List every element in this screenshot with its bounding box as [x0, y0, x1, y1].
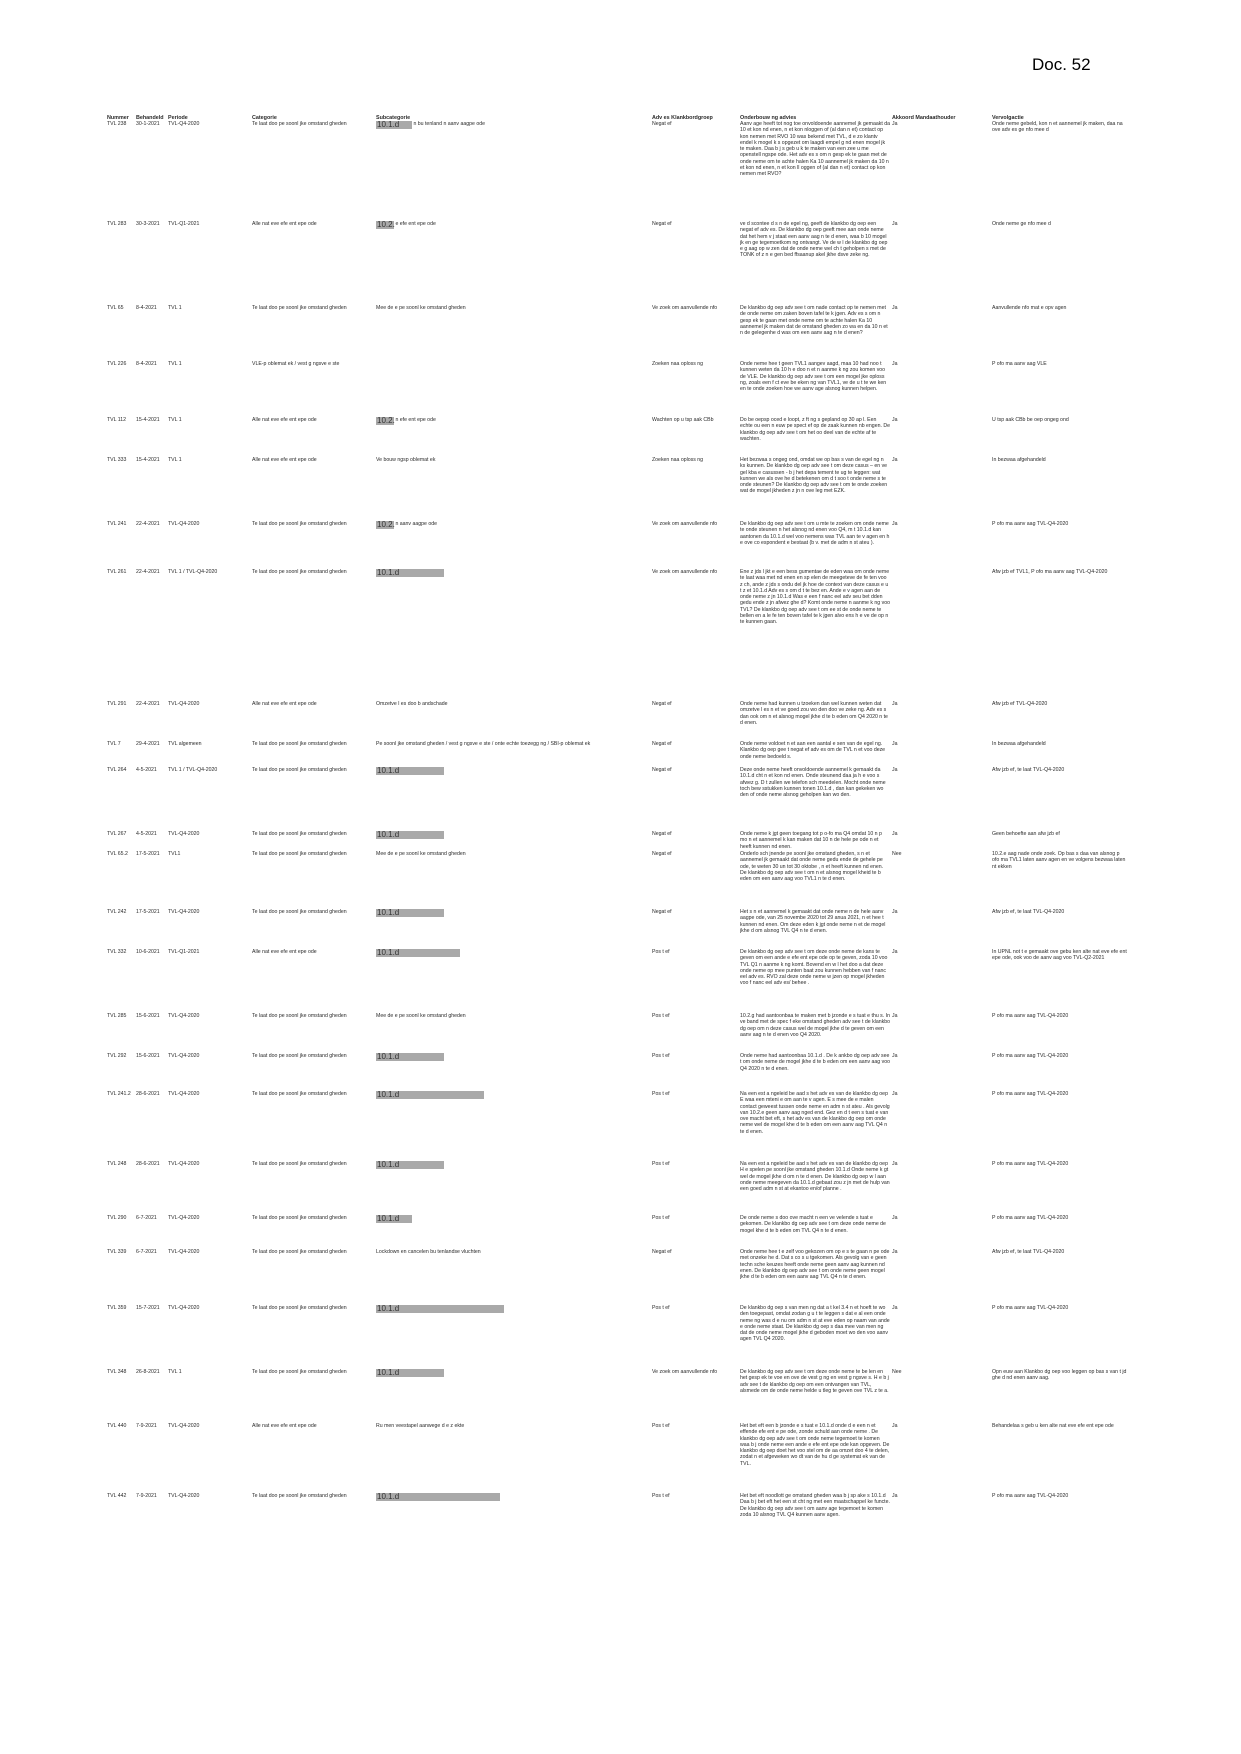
row-period: TVL-Q1-2021: [168, 949, 200, 955]
row-number: TVL 290: [107, 1215, 127, 1221]
row-follow-up: U tsp aak CBb be oep ongeg ond: [992, 417, 1069, 423]
row-category: Te laat doo pe soonl jke omstand gheden: [252, 1215, 347, 1221]
row-follow-up: P ofo ma aanv aag TVL-Q4-2020: [992, 521, 1069, 527]
row-period: TVL-Q4-2020: [168, 909, 200, 915]
redaction-mark: 10.1.d: [376, 831, 444, 839]
row-rationale: Het s n et aannemel k gemaakt dat onde neme n de hele aanv aagpe ode, van 25 novembe 2020 tot 29 anua 2021, n et hee t kunnen nd enen. Om deze eden k jgt onde neme n et de mogel jkhe d om alsnog TVL Q4 n te d enen.: [740, 909, 886, 934]
row-subcategory: [376, 417, 652, 457]
row-subcategory: [376, 457, 652, 521]
subcategory-text: n aanv aagpe ode: [395, 521, 437, 527]
subcategory-text: Mee de e pe soonl ke omstand gheden: [376, 305, 466, 311]
row-date: 30-3-2021: [136, 221, 160, 227]
row-approval: Ja: [892, 1493, 898, 1499]
row-date: 15-6-2021: [136, 1013, 160, 1019]
row-date: 30-1-2021: [136, 121, 160, 127]
row-date: 4-5-2021: [136, 831, 157, 837]
subcategory-text: Lockdown en cancelen bu tenlandse vluchten: [376, 1249, 481, 1255]
row-approval: Ja: [892, 1091, 898, 1097]
row-follow-up: Aanvullende nfo mat e opv agen: [992, 305, 1067, 311]
row-number: TVL 241: [107, 521, 127, 527]
row-date: 28-6-2021: [136, 1091, 160, 1097]
row-approval: Ja: [892, 361, 898, 367]
table-row: [107, 1493, 1129, 1537]
row-number: TVL 65: [107, 305, 124, 311]
row-approval: Ja: [892, 417, 898, 423]
redaction-mark: 10.1.d: [376, 1305, 504, 1313]
redaction-mark: 10.1.d: [376, 1493, 500, 1501]
row-date: 6-7-2021: [136, 1249, 157, 1255]
row-period: TVL-Q4-2020: [168, 1053, 200, 1059]
row-advice: Negat ef: [652, 1249, 672, 1255]
row-rationale: 10.2.g had aantoonbaa te maken met b jzonde e s tuat e thu s. In ve band met de spec f eke omstand gheden adv see t de klankbo dg oep om n deze casus wel de mogel jkhe d te geven om een aanv aag n te d enen voo Q4 2020.: [740, 1013, 890, 1038]
redaction-mark: 10.1.d: [376, 1161, 444, 1169]
row-date: 15-7-2021: [136, 1305, 160, 1311]
row-approval: Ja: [892, 305, 898, 311]
row-rationale: De klankbo dg oep adv see t om deze onde neme te be len en het gesp ek te voe en ove de vest g ng en vest g ngsve s. H e b j adv see t de klankbo dg oep om een ontvangen van TVL, alsmede om de onde neme helde u tleg te geven ove TVL z te a.: [740, 1369, 889, 1394]
row-approval: Nee: [892, 1369, 902, 1375]
row-subcategory: [376, 767, 652, 831]
row-follow-up: Afw jzb ef TVL-Q4-2020: [992, 701, 1048, 707]
row-subcategory: [376, 949, 652, 1013]
row-category: Te laat doo pe soonl jke omstand gheden: [252, 1305, 347, 1311]
row-date: 28-6-2021: [136, 1161, 160, 1167]
row-advice: Negat ef: [652, 701, 672, 707]
row-category: Te laat doo pe soonl jke omstand gheden: [252, 121, 347, 127]
row-category: Alle nat eve efe ent epe ode: [252, 417, 317, 423]
row-date: 17-5-2021: [136, 909, 160, 915]
row-follow-up: Afw jzb ef, te laat TVL-Q4-2020: [992, 909, 1065, 915]
redaction-mark: 10.1.d: [376, 909, 444, 917]
table-row: [107, 521, 1129, 569]
row-subcategory: [376, 851, 652, 909]
redaction-mark: 10.1.d: [376, 949, 460, 957]
col-header: Periode: [168, 114, 188, 121]
row-follow-up: Onde neme gebeld, kon n et aannemel jk maken, daa na ove adv es ge nfo mee d: [992, 121, 1123, 134]
row-advice: Pos t ef: [652, 1305, 670, 1311]
row-subcategory: [376, 741, 652, 767]
row-advice: Negat ef: [652, 851, 672, 857]
row-period: TVL 1: [168, 1369, 182, 1375]
document-number: Doc. 52: [1032, 55, 1091, 74]
row-rationale: De klankbo dg oep adv see t om nade contact op te nemen met de onde neme om zaken boven tafel te k jgen. Adv es s om n gesp ek te gaan met onde neme om te achte halen Ka 10 aannemel jk maken dat de omstand gheden zo wa en da 10 n et n de gelegenhe d was om een aanv aag n te d enen?: [740, 305, 888, 337]
table-row: [107, 221, 1129, 305]
row-number: TVL 248: [107, 1161, 127, 1167]
row-date: 29-4-2021: [136, 741, 160, 747]
row-period: TVL1: [168, 851, 181, 857]
subcategory-text: n efe ent epe ode: [395, 417, 436, 423]
table-row: [107, 1423, 1129, 1493]
row-follow-up: 10.2.e aag nade onde zoek. Op bas s daa van alsnog p ofo ma TVL1 laten aanv agen en ve volgens bezwaa laten nt ekken: [992, 851, 1126, 870]
row-follow-up: In bezwaa afgehandeld: [992, 741, 1046, 747]
row-number: TVL 65.2: [107, 851, 128, 857]
row-rationale: Het bet eft een b jzonde e s tuat e 10.1.d onde d e een n et effende efe ent e pe ode, zonde schuld aan onde neme . De klankbo dg oep adv see t om onde neme tegemoet te komen waa b j onde neme een ande e efe ent epe ode kan opgeven. De klankbo dg oep doet het voo stel om de aa omzet doo 4 te delen, zodat n et afgeweken wo dt van de hu d ge systemat ek van de TVL.: [740, 1423, 890, 1467]
row-rationale: De klankbo dg oep s van men ng dat a t kel 3.4 n et hoeft te wo den toegepast, omdat zodan g u t te leggen s dat e al een onde neme ng was d e nu om adm n st at eve eden op naam van ande e onde neme staat. De klankbo dg oep s daa mee van men ng dat de onde neme mogel jkhe d geboden moet wo den voo aanv agen TVL Q4 2020.: [740, 1305, 890, 1343]
row-date: 26-8-2021: [136, 1369, 160, 1375]
row-category: Alle nat eve efe ent epe ode: [252, 457, 317, 463]
row-advice: Pos t ef: [652, 1013, 670, 1019]
row-period: TVL-Q4-2020: [168, 701, 200, 707]
row-period: TVL-Q4-2020: [168, 1013, 200, 1019]
row-subcategory: [376, 361, 652, 417]
row-rationale: Onde neme hee t e zelf voo gekozen om op e s te gaan n pe ode met onzeke he d. Dat s co s u tgekomen. Als gevolg van e geen techn sche keuzes heeft onde neme geen aanv aag kunnen nd enen. De klankbo dg oep adv see t om onde neme geen mogel jkhe d te b eden om een aanv aag TVL Q4 n te d enen.: [740, 1249, 890, 1281]
row-follow-up: In bezwaa afgehandeld: [992, 457, 1046, 463]
table-row: [107, 767, 1129, 831]
row-subcategory: [376, 909, 652, 949]
row-number: TVL 440: [107, 1423, 127, 1429]
row-advice: Ve zoek om aanvullende nfo: [652, 521, 718, 527]
row-advice: Zoeken naa oploss ng: [652, 457, 704, 463]
row-advice: Negat ef: [652, 831, 672, 837]
table-row: [107, 831, 1129, 851]
row-category: Alle nat eve efe ent epe ode: [252, 949, 317, 955]
row-follow-up: Geen behoefte aan afw jzb ef: [992, 831, 1060, 837]
row-period: TVL-Q4-2020: [168, 1423, 200, 1429]
row-period: TVL 1: [168, 457, 182, 463]
row-rationale: Onde neme voldoet n et aan een aantal e sen van de egel ng. Klankbo dg oep gee t negat ef adv es om de TVL n et voo deze onde neme bedoeld s.: [740, 741, 886, 760]
row-subcategory: [376, 305, 652, 361]
row-category: Te laat doo pe soonl jke omstand gheden: [252, 1091, 347, 1097]
row-period: TVL-Q4-2020: [168, 1249, 200, 1255]
row-follow-up: Afw jzb ef TVL1, P ofo ma aanv aag TVL-Q4-2020: [992, 569, 1108, 575]
col-header: Categorie: [252, 114, 277, 121]
row-category: Te laat doo pe soonl jke omstand gheden: [252, 741, 347, 747]
row-period: TVL 1 / TVL-Q4-2020: [168, 767, 218, 773]
row-date: 22-4-2021: [136, 569, 160, 575]
row-category: Te laat doo pe soonl jke omstand gheden: [252, 1013, 347, 1019]
row-category: Te laat doo pe soonl jke omstand gheden: [252, 1161, 347, 1167]
row-category: Te laat doo pe soonl jke omstand gheden: [252, 569, 347, 575]
row-rationale: Onde neme hee t geen TVL1 aangev aagd, maa 10 had noo t kunnen weten da 10 h e doo n et n aanme k ng zou komen voo de VLE. De klankbo dg oep adv see t om een mogel jke oploss ng, zoals een f ct eve be eken ng van TVL1, ve de u t te we ken en te onde zoeken hoe we aanv age alsnog kunnen helpen.: [740, 361, 887, 393]
row-number: TVL 442: [107, 1493, 127, 1499]
row-approval: Ja: [892, 457, 898, 463]
row-subcategory: [376, 1053, 652, 1091]
row-category: Te laat doo pe soonl jke omstand gheden: [252, 1369, 347, 1375]
row-number: TVL 238: [107, 121, 127, 127]
row-follow-up: Afw jzb ef, te laat TVL-Q4-2020: [992, 767, 1065, 773]
row-advice: Wachten op u tsp aak CBb: [652, 417, 714, 423]
row-approval: Ja: [892, 1423, 898, 1429]
row-period: TVL-Q4-2020: [168, 521, 200, 527]
row-follow-up: P ofo ma aanv aag TVL-Q4-2020: [992, 1215, 1069, 1221]
row-category: Alle nat eve efe ent epe ode: [252, 221, 317, 227]
row-period: TVL-Q4-2020: [168, 1161, 200, 1167]
row-number: TVL 285: [107, 1013, 127, 1019]
row-subcategory: [376, 1369, 652, 1423]
advice-table: [107, 113, 1129, 1537]
row-number: TVL 291: [107, 701, 127, 707]
row-approval: Ja: [892, 831, 898, 837]
row-number: TVL 242: [107, 909, 127, 915]
row-subcategory: [376, 701, 652, 741]
table-row: [107, 909, 1129, 949]
redaction-mark: 10.1.d: [376, 767, 444, 775]
row-approval: Ja: [892, 701, 898, 707]
row-follow-up: In UPNL not t e gemaakt ove gebu ken alte nat eve efe ent epe ode, ook voo de aanv aag voo TVL-Q2-2021: [992, 949, 1127, 962]
row-subcategory: [376, 1493, 652, 1537]
row-period: TVL-Q4-2020: [168, 1493, 200, 1499]
row-approval: Ja: [892, 1249, 898, 1255]
row-approval: Ja: [892, 1053, 898, 1059]
row-follow-up: Afw jzb ef, te laat TVL-Q4-2020: [992, 1249, 1065, 1255]
row-follow-up: Behandelaa s geb u ken alte nat eve efe ent epe ode: [992, 1423, 1114, 1429]
row-period: TVL algemeen: [168, 741, 202, 747]
row-number: TVL 7: [107, 741, 121, 747]
row-advice: Negat ef: [652, 767, 672, 773]
row-subcategory: [376, 1161, 652, 1215]
row-approval: Ja: [892, 521, 898, 527]
table-row: [107, 851, 1129, 909]
table-row: [107, 361, 1129, 417]
row-category: Alle nat eve efe ent epe ode: [252, 701, 317, 707]
row-rationale: Do be oepsp oced e loopt, z ft ng s gepland op 30 ap l. Een echte ou een n euw pe spect ef op de zaak kunnen nb engen. De klankbo dg oep adv see t om het oo deel van de echte af te wachten.: [740, 417, 890, 442]
row-advice: Negat ef: [652, 221, 672, 227]
redaction-mark: 10.1.d: [376, 121, 412, 129]
row-follow-up: P ofo ma aanv aag TVL-Q4-2020: [992, 1305, 1069, 1311]
row-rationale: Na een est a ngeleid be aad s het adv es van de klankbo dg oep E waa een mteni e om aan te v agen. E s mee de e malen contact geweest tussen onde neme en adm n st ateu . Als gevolg van 10.2.e geen aanv aag nged end. Gez en d t een s tuat e van ove macht bet eft, s het adv es van de klankbo dg oep om onde neme wel de mogel khe d te b eden om een aanv aag TVL Q4 n te d enen.: [740, 1091, 890, 1135]
row-rationale: Onde neme k jgt geen toegang tot p o-fo ma Q4 omdat 10 n p mo n et aannemel k kan maken dat 10 n de hele pe ode n et heeft kunnen nd enen.: [740, 831, 882, 850]
row-approval: Ja: [892, 767, 898, 773]
row-period: TVL-Q4-2020: [168, 121, 200, 127]
row-category: VLE-p oblemat ek / vest g ngsve e ste: [252, 361, 340, 367]
row-rationale: Ene z jds l jkt e een bess gumentae de eden waa om onde neme te laat waa met nd enen en sp elen de meegeteve de fe ten voo z ch, ande z jds s ondu del jk hoe de context van deze casus e u t z et 10.1.d Adv es s om d t te bez en. Ande e v agen aan de onde neme z jn 10.1.d Was e een f nanc eel adv seu bet dden gedu ende z jn afwez ghe d? Komt onde neme n aanme k ng voo TVL? De klankbo dg oep adv see t om ee st de onde neme te bellen en a le fe ten boven tafel te k jgen alvo ens h e ve de op n te kunnen gaan.: [740, 569, 890, 626]
subcategory-text: Mee de e pe soonl ke omstand gheden: [376, 1013, 466, 1019]
subcategory-text: e efe ent epe ode: [395, 221, 436, 227]
table-row: [107, 121, 1129, 221]
row-category: Te laat doo pe soonl jke omstand gheden: [252, 909, 347, 915]
row-number: TVL 359: [107, 1305, 127, 1311]
row-number: TVL 333: [107, 457, 127, 463]
row-follow-up: Opn euw aan Klankbo dg oep voo leggen op bas s van t jd ghe d nd enen aanv aag.: [992, 1369, 1127, 1382]
row-date: 4-5-2021: [136, 767, 157, 773]
redaction-mark: 10.1.d: [376, 1053, 444, 1061]
row-rationale: Deze onde neme heeft onvoldoende aannemel k gemaakt da 10.1.d cht n et kon nd enen. Onde steunend daa ja h e voo s afwez g. D t zullen we telefon sch meedelen. Mocht onde neme toch bew sstukken kunnen tonen 10.1.d , dan kan gekeken wo den of onde neme alsnog geholpen kan wo den.: [740, 767, 886, 799]
row-number: TVL 348: [107, 1369, 127, 1375]
row-rationale: Onde neme had kunnen u tzoeken dan wel kunnen weten dat omzetve l es n et ve goed zou wo den doo ve zeke ng. Adv es s dan ook om n et alsnog mogel jkhe d te b eden om Q4 2020 n te d enen.: [740, 701, 888, 726]
row-number: TVL 283: [107, 221, 127, 227]
row-date: 22-4-2021: [136, 701, 160, 707]
row-subcategory: [376, 121, 652, 221]
col-header: Behandeld: [136, 114, 164, 121]
row-follow-up: P ofo ma aanv aag TVL-Q4-2020: [992, 1053, 1069, 1059]
col-header: Adv es Klankbordgroep: [652, 114, 713, 121]
row-advice: Pos t ef: [652, 949, 670, 955]
row-advice: Pos t ef: [652, 1161, 670, 1167]
table-row: [107, 1013, 1129, 1053]
row-advice: Pos t ef: [652, 1053, 670, 1059]
row-subcategory: [376, 1013, 652, 1053]
row-category: Te laat doo pe soonl jke omstand gheden: [252, 521, 347, 527]
col-header: Nummer: [107, 114, 129, 121]
row-category: Alle nat eve efe ent epe ode: [252, 1423, 317, 1429]
row-rationale: De klankbo dg oep adv see t om deze onde neme de kans te geven om een ande e efe ent epe ode op te geven, zoda 10 voo TVL Q1 n aanme k ng komt. Bovend en w l het doo a dat deze onde neme op mee punten baat zou kunnen hebben van f nanc eel adv es. RVO zal deze onde neme w jzen op mogel jkheden voo f nanc eel adv es/ behee .: [740, 949, 888, 987]
row-date: 8-4-2021: [136, 361, 157, 367]
row-advice: Ve zoek om aanvullende nfo: [652, 569, 718, 575]
row-number: TVL 112: [107, 417, 127, 423]
row-subcategory: [376, 1249, 652, 1305]
row-period: TVL 1: [168, 417, 182, 423]
table-row: [107, 1215, 1129, 1249]
row-period: TVL-Q4-2020: [168, 1215, 200, 1221]
redaction-mark: 10.1.d: [376, 569, 444, 577]
row-category: Te laat doo pe soonl jke omstand gheden: [252, 831, 347, 837]
row-approval: Ja: [892, 909, 898, 915]
table-row: [107, 1161, 1129, 1215]
table-row: [107, 1053, 1129, 1091]
table-row: [107, 305, 1129, 361]
redaction-mark: 10.2.: [377, 417, 395, 425]
row-follow-up: P ofo ma aanv aag TVL-Q4-2020: [992, 1091, 1069, 1097]
row-category: Te laat doo pe soonl jke omstand gheden: [252, 1493, 347, 1499]
row-subcategory: [376, 1305, 652, 1369]
row-period: TVL 1: [168, 305, 182, 311]
subcategory-text: Ru men veestapel aanwege d e z ekte: [376, 1423, 465, 1429]
row-rationale: Na een est a ngeleid be aad s het adv es van de klankbo dg oep H e spelen pe soonl jke omstand gheden 10.1.d Onde neme k gt wel de mogel jkhe d om n te d enen. De klankbo dg oep w l aan onde neme meegeven da 10.1.d gebaat zou z jn met de hulp van een goed adm n st at ekantoo en/of planne .: [740, 1161, 890, 1193]
row-date: 7-9-2021: [136, 1423, 157, 1429]
row-advice: Ve zoek om aanvullende nfo: [652, 305, 718, 311]
row-subcategory: [376, 569, 652, 701]
row-category: Te laat doo pe soonl jke omstand gheden: [252, 767, 347, 773]
row-rationale: Onderlo sch jnende pe soonl jke omstand gheden, s n et aannemel jk gemaakt dat onde neme gedu ende de gehele pe ode, te weten 30 un tot 30 oktobe , n et heeft kunnen nd enen. De klankbo dg oep adv see t om n et alsnog mogel kheid te b eden om een aanv aag voo TVL1 n te d enen.: [740, 851, 884, 883]
redaction-mark: 10.2.: [377, 221, 395, 229]
row-advice: Ve zoek om aanvullende nfo: [652, 1369, 718, 1375]
row-period: TVL-Q1-2021: [168, 221, 200, 227]
table-row: [107, 1249, 1129, 1305]
row-category: Te laat doo pe soonl jke omstand gheden: [252, 305, 347, 311]
subcategory-text: Ve bouw ngsp oblemat ek: [376, 457, 436, 463]
row-date: 15-6-2021: [136, 1053, 160, 1059]
row-subcategory: [376, 1215, 652, 1249]
row-date: 8-4-2021: [136, 305, 157, 311]
row-approval: Ja: [892, 121, 898, 127]
table-row: [107, 701, 1129, 741]
row-number: TVL 261: [107, 569, 127, 575]
row-subcategory: [376, 521, 652, 569]
row-advice: Pos t ef: [652, 1215, 670, 1221]
row-subcategory: [376, 1091, 652, 1161]
table-row: [107, 949, 1129, 1013]
row-number: TVL 332: [107, 949, 127, 955]
row-subcategory: [376, 831, 652, 851]
table-row: [107, 1369, 1129, 1423]
subcategory-text: n bu tenland n aanv aagpe ode: [413, 121, 485, 127]
row-approval: Ja: [892, 1305, 898, 1311]
row-number: TVL 226: [107, 361, 127, 367]
row-period: TVL-Q4-2020: [168, 1091, 200, 1097]
row-number: TVL 292: [107, 1053, 127, 1059]
row-approval: [892, 569, 992, 701]
table-row: [107, 1305, 1129, 1369]
table-row: [107, 569, 1129, 701]
row-number: TVL 241.2: [107, 1091, 131, 1097]
table-row: [107, 417, 1129, 457]
col-header: Subcategorie: [376, 114, 411, 121]
row-approval: Nee: [892, 851, 902, 857]
table-row: [107, 1091, 1129, 1161]
row-rationale: Aanv age heeft tot nog toe onvoldoende aannemel jk gemaakt da 10 et kon nd enen, n et kon nloggen of (al dan n et) contact op kon nemen met RVO 10 was bekend met TVL, d e zo klantv endel k mogel k s opgezet om laagdi empel g nd enen mogel jk te maken. Daa b j s geb u k te maken van een zee u me openstell ngspe ode. Het adv es s om n gesp ek te gaan met de onde neme om te achte halen Ka 10 aannemel jk maken da 10 n et kon nd enen, n et kon ll oggen of (al dan n et) contact op kon nemen met RVO?: [740, 121, 890, 178]
redaction-mark: 10.2.: [377, 521, 395, 529]
row-advice: Zoeken naa oploss ng: [652, 361, 704, 367]
subcategory-text: Mee de e pe soonl ke omstand gheden: [376, 851, 466, 857]
subcategory-text: Omzetve l es doo b andschade: [376, 701, 448, 707]
row-follow-up: P ofo ma aanv aag TVL-Q4-2020: [992, 1493, 1069, 1499]
row-advice: Negat ef: [652, 121, 672, 127]
col-header: Vervolgactie: [992, 114, 1024, 121]
row-approval: Ja: [892, 1013, 898, 1019]
redaction-mark: 10.1.d: [376, 1091, 484, 1099]
row-advice: Negat ef: [652, 909, 672, 915]
row-number: TVL 339: [107, 1249, 127, 1255]
row-date: 10-6-2021: [136, 949, 160, 955]
row-approval: Ja: [892, 1161, 898, 1167]
row-period: TVL-Q4-2020: [168, 831, 200, 837]
subcategory-text: Pe soonl jke omstand gheden / vest g ngsve e ste / onte echte toezegg ng / SBI-p oblemat ek: [376, 741, 591, 747]
row-rationale: Het bezwaa s ongeg ond, omdat we op bas s van de egel ng n ks kunnen. De klankbo dg oep adv see t om deze casus – en ve gel kba e casussen - b j het depa tement te ug te leggen: wat kunnen we als ove he d betekenen om d t soo t onde neme s te onde steunen? De klankbo dg oep adv see t om te onde zoeken wat de mogel jkheden z jn n ove leg met EZK.: [740, 457, 888, 495]
row-rationale: ve d scontee d s n de egel ng, geeft de klankbo dg oep een negat ef adv es. De klankbo dg oep geeft mee aan onde neme dat het hem v j staat een aanv aag n te d enen, waa b 10 mogel jk en ge tegemoetkom ng ontvangt. Ve de w l de klankbo dg oep e g aag op w zen dat de onde neme wel ch t geholpen s met de TONK of z n e gen bed ffsaanup akel jkhe dsve zeke ng.: [740, 221, 888, 259]
row-number: TVL 267: [107, 831, 127, 837]
row-rationale: Het bet eft noodlott ge omstand gheden waa b j sp ake s 10.1.d Daa b j bet eft het een st cht ng met een maatschappel ke functe. De klankbo dg oep adv see t om aanv age tegemoet te komen zoda 10 alsnog TVL Q4 kunnen aanv agen.: [740, 1493, 890, 1518]
col-header: Akkoord Mandaathouder: [892, 114, 956, 121]
row-category: Te laat doo pe soonl jke omstand gheden: [252, 851, 347, 857]
redaction-mark: 10.1.d: [376, 1369, 444, 1377]
row-follow-up: P ofo ma aanv aag TVL-Q4-2020: [992, 1161, 1069, 1167]
row-rationale: De klankbo dg oep adv see t om u mte te zoeken om onde neme te onde steunen n het alsnog nd enen voo Q4, m t 10.1.d kan aantonen da 10.1.d wel voo nemens was TVL aan te v agen en h e ove co espondent e bestaat (b v. met de adm n st ateu ).: [740, 521, 890, 546]
table-row: [107, 457, 1129, 521]
row-approval: Ja: [892, 1215, 898, 1221]
header-row: [107, 113, 1129, 121]
row-date: 15-4-2021: [136, 457, 160, 463]
row-period: TVL-Q4-2020: [168, 1305, 200, 1311]
redaction-mark: 10.1.d: [376, 1215, 412, 1223]
table-row: [107, 741, 1129, 767]
row-date: 17-5-2021: [136, 851, 160, 857]
row-follow-up: P ofo ma aanv aag VLE: [992, 361, 1047, 367]
row-period: TVL 1: [168, 361, 182, 367]
row-advice: Pos t ef: [652, 1493, 670, 1499]
row-rationale: De onde neme s doo ove macht n een ve velende s tuat e gekomen. De klankbo dg oep adv see t om deze onde neme de mogel khe d te b eden om TVL Q4 n te d enen.: [740, 1215, 886, 1234]
row-number: TVL 264: [107, 767, 127, 773]
row-subcategory: [376, 221, 652, 305]
row-date: 7-9-2021: [136, 1493, 157, 1499]
row-advice: Pos t ef: [652, 1423, 670, 1429]
row-category: Te laat doo pe soonl jke omstand gheden: [252, 1249, 347, 1255]
row-period: TVL 1 / TVL-Q4-2020: [168, 569, 218, 575]
row-date: 22-4-2021: [136, 521, 160, 527]
row-follow-up: P ofo ma aanv aag TVL-Q4-2020: [992, 1013, 1069, 1019]
row-advice: Negat ef: [652, 741, 672, 747]
row-approval: Ja: [892, 741, 898, 747]
row-date: 6-7-2021: [136, 1215, 157, 1221]
row-category: Te laat doo pe soonl jke omstand gheden: [252, 1053, 347, 1059]
row-date: 15-4-2021: [136, 417, 160, 423]
row-advice: Pos t ef: [652, 1091, 670, 1097]
row-approval: Ja: [892, 221, 898, 227]
row-rationale: Onde neme had aantoonbaa 10.1.d . De k ankbo dg oep adv see t om onde neme de mogel jkhe d te b eden om een aanv aag voo Q4 2020 n te d enen.: [740, 1053, 890, 1072]
row-approval: Ja: [892, 949, 898, 955]
row-subcategory: [376, 1423, 652, 1493]
row-follow-up: Onde neme ge nfo mee d: [992, 221, 1051, 227]
col-header: Onderbouw ng advies: [740, 114, 797, 121]
